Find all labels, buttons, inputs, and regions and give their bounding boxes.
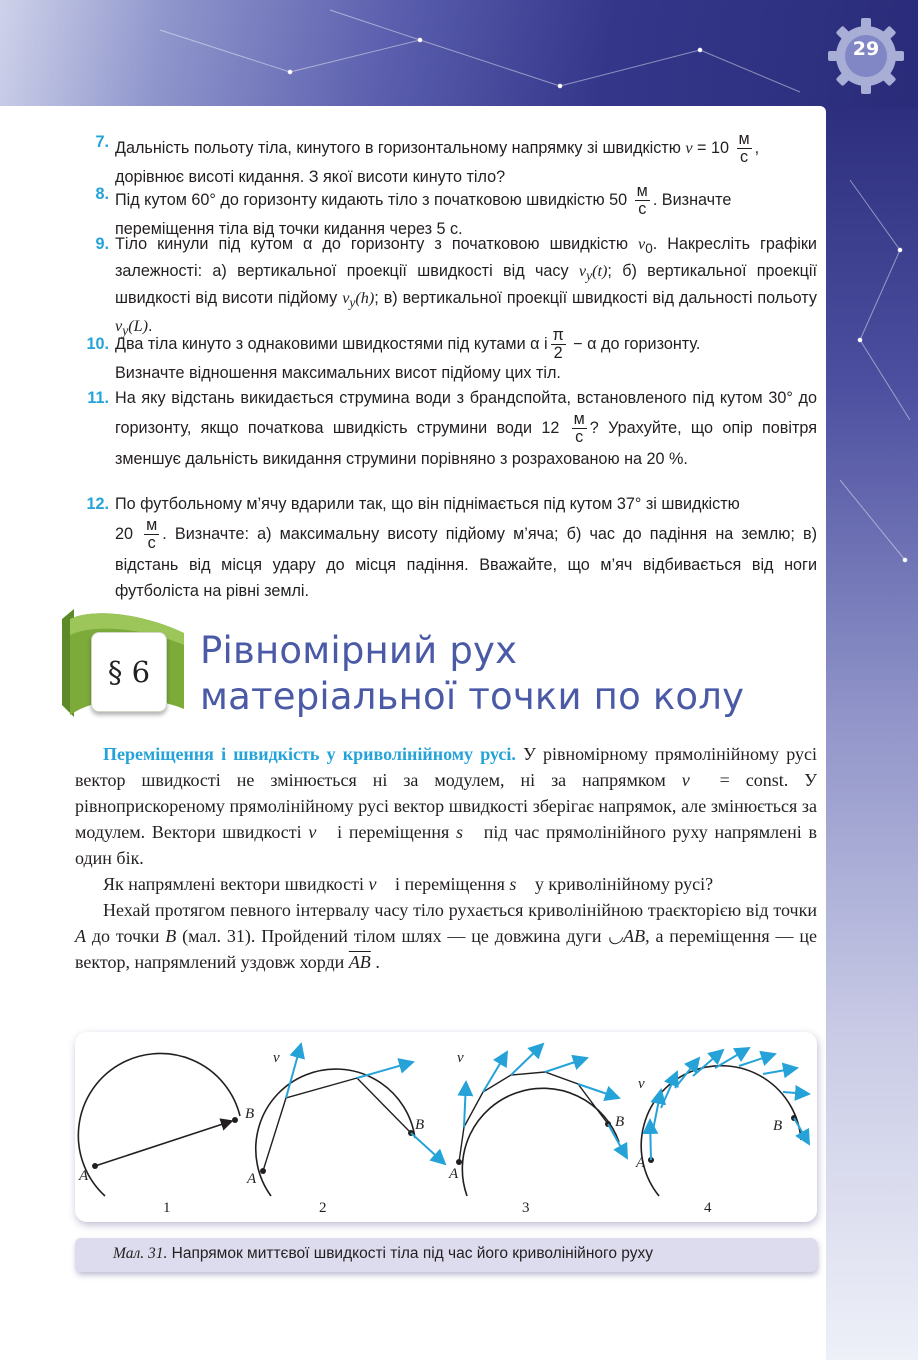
panel-1 bbox=[78, 1054, 254, 1216]
panel-number: 1 bbox=[163, 1200, 171, 1216]
problem-11 bbox=[75, 385, 817, 472]
figure-31 bbox=[75, 1032, 817, 1222]
problem-text: На яку відстань викидається струмина води з брандспойта, встановленого під кутом 30° до горизонту, якщо початкова швидкість струмини води 12 bbox=[115, 389, 817, 437]
page-number: 29 bbox=[852, 38, 880, 60]
problem-text: = 10 bbox=[692, 138, 734, 157]
panel-number: 3 bbox=[522, 1200, 530, 1216]
problem-text: , bbox=[754, 138, 760, 157]
point-b-label: B bbox=[773, 1118, 783, 1134]
body-text bbox=[75, 741, 817, 975]
point-a-label: A bbox=[79, 1168, 89, 1184]
problem-number: 9. bbox=[95, 235, 109, 253]
chord-vector: $\overline{AB}$ bbox=[348, 952, 371, 972]
problem-text: Дальність польоту тіла, кинутого в горизонтальному напрямку зі швидкістю bbox=[115, 138, 686, 157]
math-symbol: v bbox=[685, 138, 693, 157]
section-title-line-2: матеріальної точки по колу bbox=[200, 675, 745, 718]
problem-7 bbox=[75, 131, 817, 188]
problem-10 bbox=[75, 323, 817, 384]
panel-number: 4 bbox=[704, 1200, 712, 1216]
panel-4 bbox=[635, 1048, 809, 1216]
unit-fraction: $\frac{м}{с}$ bbox=[146, 516, 158, 552]
problem-text: ; б) вертикальної проекції швидкості від висоти підйому bbox=[115, 262, 817, 308]
problem-text: 20 bbox=[115, 524, 142, 543]
figure-caption bbox=[75, 1238, 817, 1272]
point-b-label: B bbox=[245, 1106, 255, 1122]
paragraph: Нехай протягом певного інтервалу часу тіло рухається криволінійною траєкторією від точки A до точки B (мал. 31). Пройдений тілом шлях — це довжина дуги ◡AB, а переміщення — це вектор, напрямлений уздовж хорди $\overline{AB}$ . bbox=[75, 900, 817, 972]
problem-text: Два тіла кинуто з однаковими швидкостями під кутами α і bbox=[115, 335, 548, 353]
problem-text: переміщення тіла від точки кидання через 5 с. bbox=[115, 220, 463, 238]
velocity-label: v⃗ bbox=[638, 1076, 657, 1092]
problem-number: 8. bbox=[95, 185, 109, 203]
problem-text: дорівнює висоті кидання. З якої висоти кинуто тіло? bbox=[115, 168, 506, 186]
unit-fraction: $\frac{м}{с}$ bbox=[573, 410, 585, 446]
point-a-label: A bbox=[449, 1166, 459, 1182]
problem-9: 9. Тіло кинули під кутом α до горизонту з початковою швидкістю $v_0$. Накресліть графіки залежності: а) вертикальної проекції швидкості від часу $v_y(t)$; б) вертикальної проекції швидкості від висоти підйому $v_y(h)$; в) вертикальної проекції швидкості від дальності польоту $v_y(L)$. bbox=[75, 233, 817, 342]
caption-label: Мал. 31. bbox=[113, 1245, 168, 1262]
problem-number: 7. bbox=[95, 133, 109, 151]
problem-text: ? Урахуйте, що опір повітря зменшує дальність викидання струмини порівняно з розрахованою на 20 %. bbox=[115, 418, 817, 468]
problem-text: По футбольному м’ячу вдарили так, що він піднімається під кутом 37° зі швидкістю bbox=[115, 495, 740, 513]
section-title bbox=[200, 628, 800, 720]
problem-text: ; в) вертикальної проекції швидкості від дальності польоту bbox=[374, 289, 818, 308]
point-b-label: B bbox=[415, 1117, 425, 1133]
point-b-label: B bbox=[615, 1114, 625, 1130]
problem-text: Під кутом 60° до горизонту кидають тіло з початковою швидкістю 50 bbox=[115, 190, 632, 209]
problem-text: Тіло кинули під кутом α до горизонту з початковою швидкістю bbox=[115, 235, 639, 253]
paragraph: Переміщення і швидкість у криволінійному русі. У рівномірному прямолінійному русі вектор швидкості не змінюється ні за модулем, ні за напрямком v⃗ = const. У рівноприскореному прямолінійному русі вектор швидкості зберігає напрямок, але змінюється за модулем. Вектори швидкості v⃗ і переміщення s⃗ під час прямолінійного руху напрямлені в один бік. bbox=[75, 744, 817, 868]
problem-number: 10. bbox=[86, 335, 109, 353]
pi-over-2-fraction: $\frac{\pi}{2}$ bbox=[552, 326, 564, 363]
section-number: § 6 bbox=[91, 632, 167, 712]
paragraph: Як напрямлені вектори швидкості v⃗ і переміщення s⃗ у криволінійному русі? bbox=[103, 874, 714, 894]
problem-text: . Визначте: а) максимальну висоту підйому м’яча; б) час до падіння на землю; в) відстань від місця удару до місця падіння. Вважайте, що м’яч відбивається від ноги футболіста на рівні землі. bbox=[115, 524, 817, 600]
caption-text: Напрямок миттєвої швидкості тіла під час його криволінійного руху bbox=[167, 1245, 653, 1262]
paragraph-lead: Переміщення і швидкість у криволінійному русі. bbox=[103, 744, 516, 764]
problem-8 bbox=[75, 183, 817, 240]
unit-fraction: $\frac{м}{с}$ bbox=[636, 182, 648, 218]
problem-text: . Визначте bbox=[652, 190, 732, 209]
point-a-label: A bbox=[636, 1155, 646, 1171]
problem-text: Визначте відношення максимальних висот підйому цих тіл. bbox=[115, 364, 561, 383]
problem-number: 12. bbox=[86, 495, 109, 513]
velocity-label: v⃗ bbox=[457, 1050, 476, 1066]
problem-12 bbox=[75, 491, 817, 604]
point-a-label: A bbox=[247, 1171, 257, 1187]
problem-text: . Накресліть графіки залежності: а) вертикальної проекції швидкості від часу bbox=[115, 235, 817, 281]
panel-3 bbox=[448, 1044, 627, 1216]
problem-text: − α до горизонту. bbox=[568, 335, 701, 353]
unit-fraction: $\frac{м}{с}$ bbox=[738, 130, 750, 166]
figure-drawing bbox=[75, 1032, 817, 1222]
velocity-label: v⃗ bbox=[273, 1050, 292, 1066]
section-title-line-1: Рівномірний рух bbox=[200, 629, 518, 672]
problem-number: 11. bbox=[87, 389, 109, 407]
panel-2 bbox=[246, 1044, 445, 1216]
panel-number: 2 bbox=[319, 1200, 327, 1216]
